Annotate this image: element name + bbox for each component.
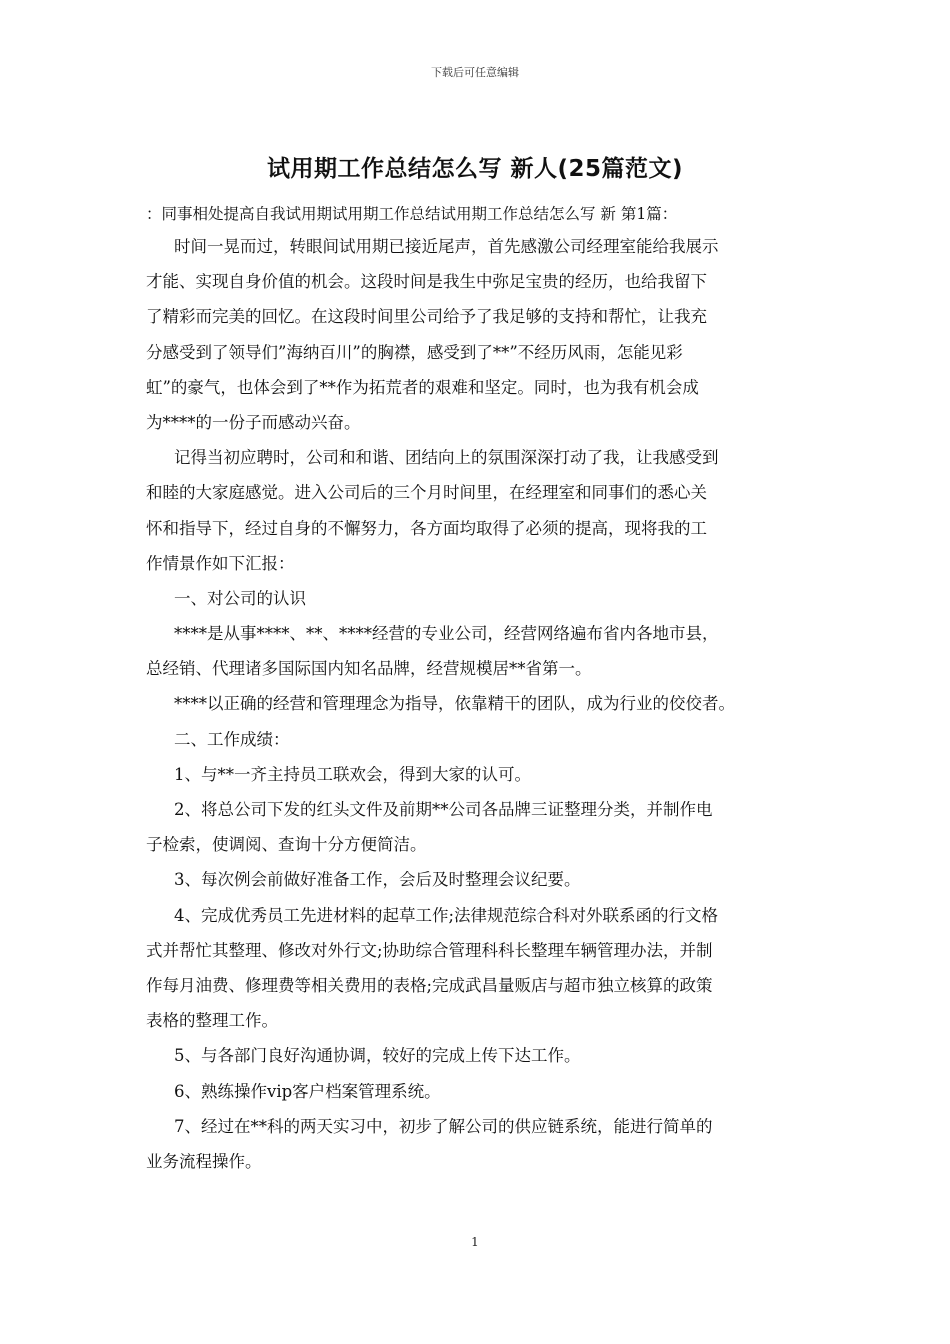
intro-line: ：同事相处提高自我试用期试用期工作总结试用期工作总结怎么写 新 第1篇： [146,205,678,223]
document-title: 试用期工作总结怎么写 新人(25篇范文) [266,156,684,182]
paragraph-line: 记得当初应聘时，公司和和谐、团结向上的氛围深深打动了我，让我感受到 [174,448,719,468]
paragraph-line: 和睦的大家庭感觉。进入公司后的三个月时间里，在经理室和同事们的悉心关 [146,483,707,503]
list-item: 6、熟练操作vip客户档案管理系统。 [174,1081,441,1101]
list-item: 7、经过在**科的两天实习中，初步了解公司的供应链系统，能进行简单的 [174,1116,713,1136]
section-heading: 一、对公司的认识 [174,588,306,608]
list-item-continuation: 式并帮忙其整理、修改对外行文;协助综合管理科科长整理车辆管理办法，并制 [146,940,713,960]
list-item: 4、完成优秀员工先进材料的起草工作;法律规范综合科对外联系函的行文格 [174,905,719,925]
list-item-continuation: 表格的整理工作。 [146,1011,278,1031]
paragraph-line: 了精彩而完美的回忆。在这段时间里公司给予了我足够的支持和帮忙，让我充 [146,307,707,327]
paragraph-line: 分感受到了领导们”海纳百川”的胸襟，感受到了**”不经历风雨，怎能见彩 [146,342,683,362]
list-item-continuation: 子检索，使调阅、查询十分方便简洁。 [146,835,427,855]
section-heading: 二、工作成绩： [174,729,290,749]
list-item-continuation: 作每月油费、修理费等相关费用的表格;完成武昌量贩店与超市独立核算的政策 [146,975,713,995]
list-item: 1、与**一齐主持员工联欢会，得到大家的认可。 [174,764,531,784]
list-item: 3、每次例会前做好准备工作，会后及时整理会议纪要。 [174,870,581,890]
page-number: 1 [471,1235,479,1249]
paragraph-line: 时间一晃而过，转眼间试用期已接近尾声，首先感激公司经理室能给我展示 [174,237,719,256]
page-header: 下载后可任意编辑 [431,66,519,79]
list-item: 5、与各部门良好沟通协调，较好的完成上传下达工作。 [174,1046,581,1066]
paragraph-line: 怀和指导下，经过自身的不懈努力，各方面均取得了必须的提高，现将我的工 [146,518,707,538]
paragraph-line: 作情景作如下汇报： [146,553,295,573]
paragraph-line: ****以正确的经营和管理理念为指导，依靠精干的团队，成为行业的佼佼者。 [174,694,735,714]
list-item-continuation: 业务流程操作。 [146,1151,262,1171]
paragraph-line: ****是从事****、**、****经营的专业公司，经营网络遍布省内各地市县， [174,624,719,644]
list-item: 2、将总公司下发的红头文件及前期**公司各品牌三证整理分类，并制作电 [174,800,713,819]
paragraph-line: 总经销、代理诸多国际国内知名品牌，经营规模居**省第一。 [146,659,592,679]
paragraph-line: 虹”的豪气，也体会到了**作为拓荒者的艰难和坚定。同时，也为我有机会成 [146,377,699,397]
paragraph-line: 才能、实现自身价值的机会。这段时间是我生中弥足宝贵的经历，也给我留下 [146,272,707,292]
paragraph-line: 为****的一份子而感动兴奋。 [146,412,361,432]
document-body [146,199,814,1179]
